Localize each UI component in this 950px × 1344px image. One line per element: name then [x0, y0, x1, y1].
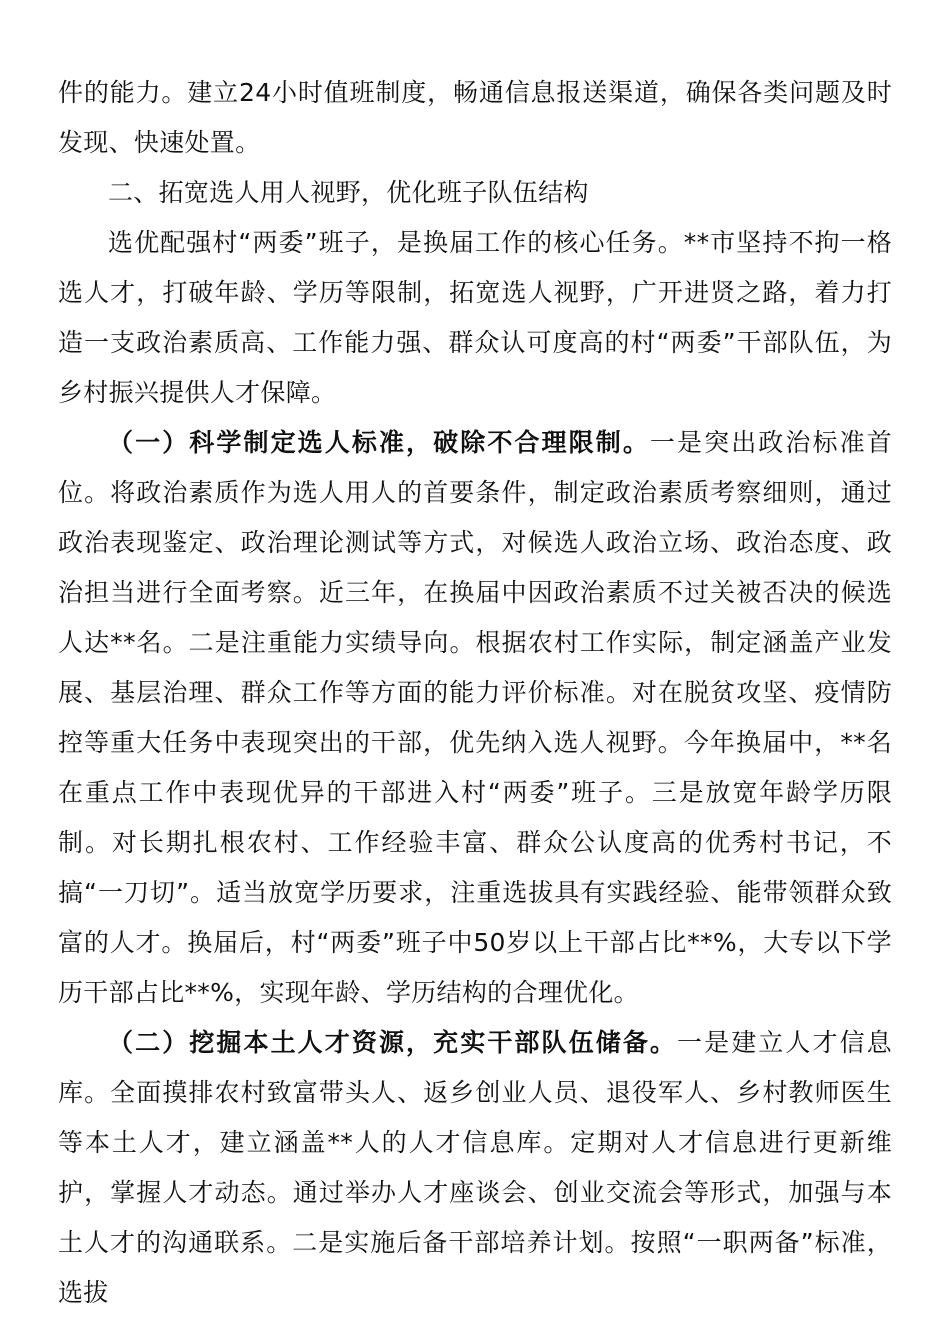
paragraph-continuation: 件的能力。建立24小时值班制度，畅通信息报送渠道，确保各类问题及时发现、快速处置。 [58, 78, 892, 157]
paragraph-local-talent [58, 1018, 892, 1318]
body-selection-standards: 一是突出政治标准首位。将政治素质作为选人用人的首要条件，制定政治素质考察细则，通过政治表现鉴定、政治理论测试等方式，对候选人政治立场、政治态度、政治担当进行全面考察。近三年，在换届中因政治素质不过关被否决的候选人达**名。二是注重能力实绩导向。根据农村工作实际，制定涵盖产业发展、基层治理、群众工作等方面的能力评价标准。对在脱贫攻坚、疫情防控等重大任务中表现突出的干部，优先纳入选人视野。今年换届中，**名在重点工作中表现优异的干部进入村“两委”班子。三是放宽年龄学历限制。对长期扎根农村、工作经验丰富、群众公认度高的优秀村书记，不搞“一刀切”。适当放宽学历要求，注重选拔具有实践经验、能带领群众致富的人才。换届后，村“两委”班子中50岁以上干部占比**%，大专以下学历干部占比**%，实现年龄、学历结构的合理优化。 [58, 428, 892, 1007]
subheading-local-talent: （二）挖掘本土人才资源，充实干部队伍储备。 [108, 1028, 678, 1057]
section-heading: 二、拓宽选人用人视野，优化班子队伍结构 [108, 178, 589, 207]
paragraph-selection-standards [58, 418, 892, 1018]
paragraph-intro: 选优配强村“两委”班子，是换届工作的核心任务。**市坚持不拘一格选人才，打破年龄、学历等限制，拓宽选人视野，广开进贤之路，着力打造一支政治素质高、工作能力强、群众认可度高的村“两委”干部队伍，为乡村振兴提供人才保障。 [58, 228, 892, 407]
body-local-talent: 一是建立人才信息库。全面摸排农村致富带头人、返乡创业人员、退役军人、乡村教师医生等本土人才，建立涵盖**人的人才信息库。定期对人才信息进行更新维护，掌握人才动态。通过举办人才座谈会、创业交流会等形式，加强与本土人才的沟通联系。二是实施后备干部培养计划。按照“一职两备”标准，选拔 [58, 1028, 892, 1307]
document-page [58, 68, 892, 1318]
subheading-selection-standards: （一）科学制定选人标准，破除不合理限制。 [108, 428, 650, 457]
